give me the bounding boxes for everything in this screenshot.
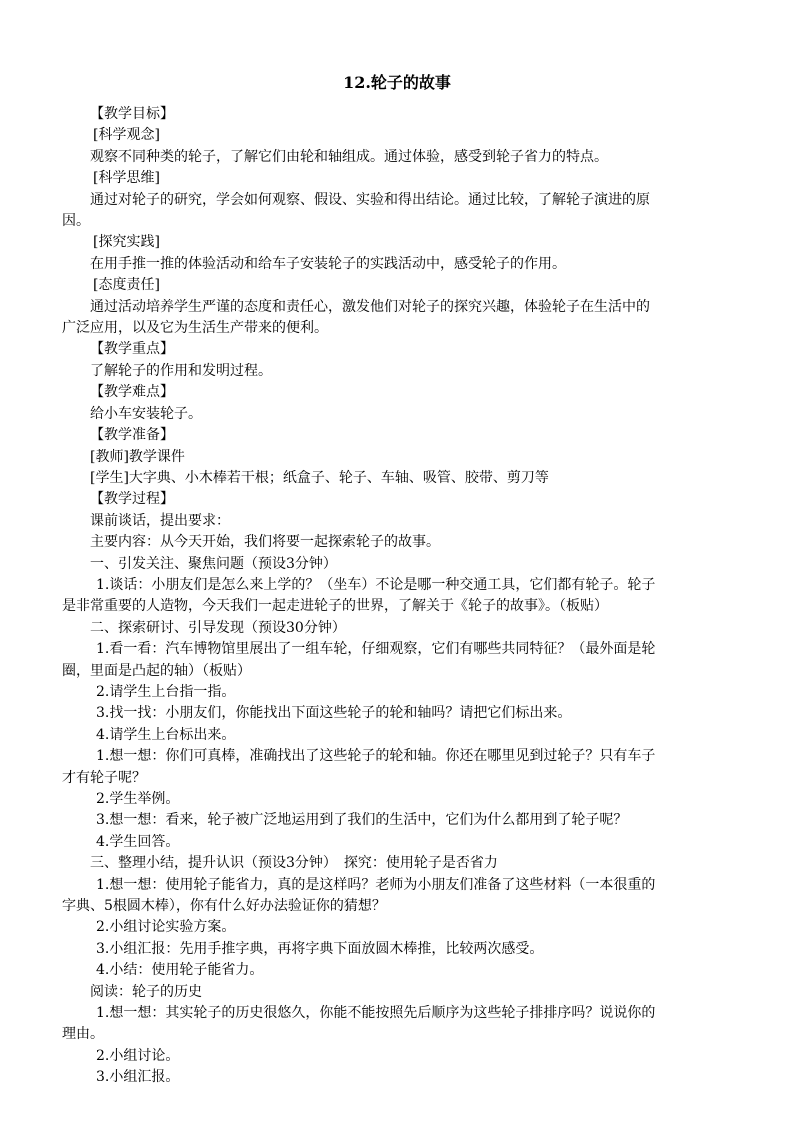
- heading-difficult-points: 【教学难点】: [90, 384, 174, 401]
- paragraph-line: 3.找一找：小朋友们，你能找出下面这些轮子的轮和轴吗？请把它们标出来。: [96, 705, 572, 722]
- paragraph-line: [学生]大字典、小木棒若干根；纸盒子、轮子、车轴、吸管、胶带、剪刀等: [90, 469, 549, 486]
- paragraph-continuation: 才有轮子呢？: [62, 769, 146, 786]
- paragraph-line: 2.学生举例。: [96, 791, 180, 807]
- paragraph-line: 给小车安装轮子。: [90, 405, 202, 422]
- heading-key-points: 【教学重点】: [90, 341, 174, 358]
- subheading-science-thinking: [科学思维]: [93, 170, 160, 187]
- paragraph-line: 3.小组汇报：先用手推字典，再将字典下面放圆木棒推，比较两次感受。: [96, 940, 544, 957]
- paragraph-line: 2.小组讨论实验方案。: [96, 919, 236, 936]
- paragraph-line: 1.想一想：使用轮子能省力，真的是这样吗？老师为小朋友们准备了这些材料（一本很重的: [96, 876, 656, 893]
- paragraph-continuation: 字典、5根圆木棒），你有什么好办法验证你的猜想？: [62, 898, 386, 915]
- section-heading: 一、引发关注、聚焦问题（预设3分钟）: [90, 555, 337, 572]
- paragraph-continuation: 圈，里面是凸起的轴）（板贴）: [62, 662, 251, 679]
- paragraph-line: 2.请学生上台指一指。: [96, 683, 236, 700]
- heading-teaching-process: 【教学过程】: [90, 491, 174, 508]
- heading-preparation: 【教学准备】: [90, 427, 174, 444]
- section-heading: 三、整理小结，提升认识（预设3分钟） 探究：使用轮子是否省力: [90, 855, 498, 872]
- paragraph-line: 通过活动培养学生严谨的态度和责任心，激发他们对轮子的探究兴趣，体验轮子在生活中的: [90, 298, 650, 315]
- paragraph-continuation: 理由。: [62, 1026, 104, 1043]
- paragraph-line: 2.小组讨论。: [96, 1047, 180, 1064]
- paragraph-line: 1.想一想：你们可真棒，准确找出了这些轮子的轮和轴。你还在哪里见到过轮子？只有车子: [96, 748, 656, 765]
- subheading-inquiry-practice: [探究实践]: [93, 234, 160, 251]
- paragraph-line: 通过对轮子的研究，学会如何观察、假设、实验和得出结论。通过比较，了解轮子演进的原: [90, 191, 650, 208]
- subheading-attitude-responsibility: [态度责任]: [93, 277, 160, 294]
- paragraph-line: 主要内容：从今天开始，我们将要一起探索轮子的故事。: [90, 534, 440, 551]
- document-title: 12.轮子的故事: [343, 73, 451, 92]
- section-heading: 阅读：轮子的历史: [90, 983, 202, 1000]
- paragraph-line: 在用手推一推的体验活动和给车子安装轮子的实践活动中，感受轮子的作用。: [90, 255, 566, 272]
- paragraph-continuation: 是非常重要的人造物，今天我们一起走进轮子的世界，了解关于《轮子的故事》。（板贴）: [62, 598, 608, 615]
- paragraph-line: [教师]教学课件: [90, 448, 185, 465]
- paragraph-line: 4.请学生上台标出来。: [96, 726, 236, 743]
- paragraph-continuation: 广泛应用，以及它为生活生产带来的便利。: [62, 320, 328, 337]
- paragraph-line: 了解轮子的作用和发明过程。: [90, 362, 272, 379]
- paragraph-line: 4.学生回答。: [96, 833, 180, 850]
- heading-teaching-goals: 【教学目标】: [90, 106, 174, 122]
- document-body: [62, 104, 732, 1089]
- subheading-science-concept: [科学观念]: [93, 127, 160, 144]
- paragraph-line: 1.看一看：汽车博物馆里展出了一组车轮，仔细观察，它们有哪些共同特征？（最外面是轮: [96, 641, 656, 658]
- paragraph-line: 3.小组汇报。: [96, 1069, 180, 1086]
- paragraph-line: 1.谈话：小朋友们是怎么来上学的？（坐车）不论是哪一种交通工具，它们都有轮子。轮子: [96, 576, 656, 593]
- section-heading: 二、探索研讨、引导发现（预设30分钟）: [90, 619, 346, 636]
- paragraph-line: 课前谈话，提出要求：: [90, 512, 230, 529]
- paragraph-continuation: 因。: [62, 213, 90, 230]
- paragraph-line: 4.小结：使用轮子能省力。: [96, 962, 264, 979]
- paragraph-line: 观察不同种类的轮子，了解它们由轮和轴组成。通过体验，感受到轮子省力的特点。: [90, 148, 608, 165]
- paragraph-line: 3.想一想：看来，轮子被广泛地运用到了我们的生活中，它们为什么都用到了轮子呢？: [96, 812, 628, 829]
- paragraph-line: 1.想一想：其实轮子的历史很悠久，你能不能按照先后顺序为这些轮子排排序吗？说说你的: [96, 1005, 656, 1022]
